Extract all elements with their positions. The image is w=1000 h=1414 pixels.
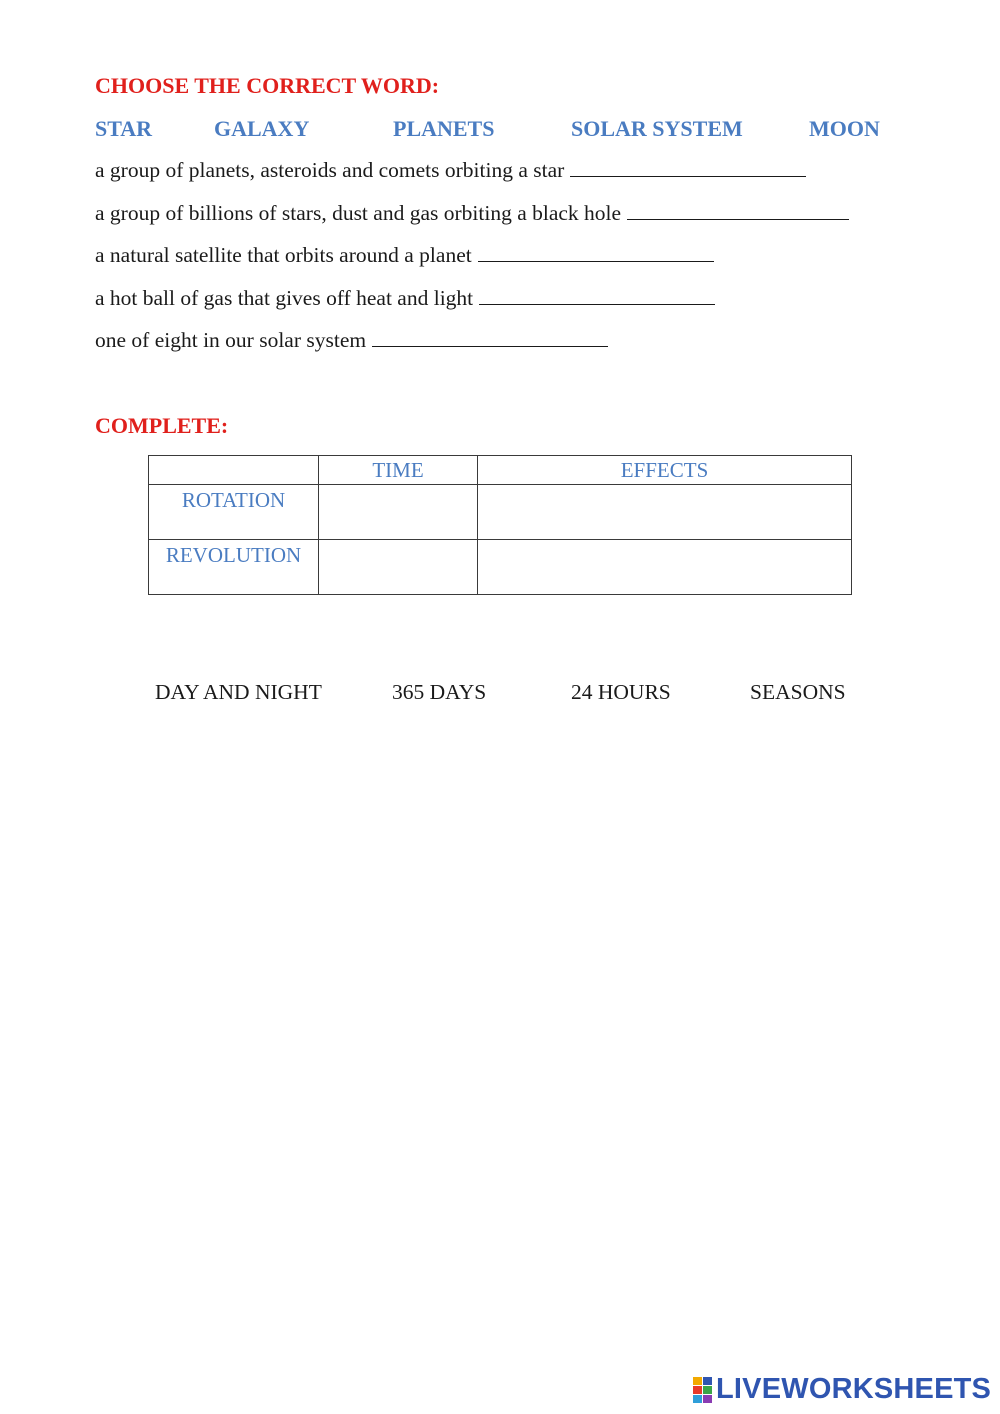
- row-label: REVOLUTION: [149, 540, 319, 595]
- question-row: [95, 158, 806, 183]
- answer-blank[interactable]: [627, 201, 849, 220]
- option-item[interactable]: SEASONS: [750, 680, 846, 704]
- answer-cell-effects[interactable]: [478, 485, 852, 540]
- row-label: ROTATION: [149, 485, 319, 540]
- answer-blank[interactable]: [570, 158, 806, 177]
- answer-blank[interactable]: [479, 286, 715, 305]
- question-text: a natural satellite that orbits around a planet: [95, 243, 472, 267]
- word-bank-item[interactable]: SOLAR SYSTEM: [571, 116, 743, 141]
- answer-blank[interactable]: [478, 243, 714, 262]
- table-row: [149, 485, 852, 540]
- table-header-cell: EFFECTS: [478, 456, 852, 485]
- word-bank-item[interactable]: PLANETS: [393, 116, 495, 141]
- section-heading-complete: COMPLETE:: [95, 413, 229, 438]
- question-row: [95, 286, 715, 311]
- word-bank-item[interactable]: STAR: [95, 116, 153, 141]
- answer-blank[interactable]: [372, 328, 608, 347]
- question-text: one of eight in our solar system: [95, 328, 367, 352]
- logo-text: LIVEWORKSHEETS: [716, 1373, 992, 1405]
- logo-blocks-icon: [693, 1377, 713, 1403]
- question-row: [95, 243, 714, 268]
- question-row: [95, 328, 608, 353]
- table-header-row: [149, 456, 852, 485]
- table-row: [149, 540, 852, 595]
- question-row: [95, 201, 849, 226]
- complete-table: [148, 455, 852, 595]
- option-item[interactable]: 24 HOURS: [571, 680, 671, 704]
- word-bank-item[interactable]: MOON: [809, 116, 880, 141]
- question-text: a group of billions of stars, dust and gas orbiting a black hole: [95, 201, 622, 225]
- question-text: a hot ball of gas that gives off heat and light: [95, 286, 474, 310]
- option-item[interactable]: 365 DAYS: [392, 680, 487, 704]
- section-heading-choose: CHOOSE THE CORRECT WORD:: [95, 73, 440, 98]
- liveworksheets-logo: [693, 1373, 991, 1406]
- table-header-cell: TIME: [319, 456, 478, 485]
- word-bank-item[interactable]: GALAXY: [214, 116, 310, 141]
- option-item[interactable]: DAY AND NIGHT: [155, 680, 322, 704]
- answer-cell-time[interactable]: [319, 485, 478, 540]
- answer-cell-effects[interactable]: [478, 540, 852, 595]
- question-text: a group of planets, asteroids and comets orbiting a star: [95, 158, 565, 182]
- answer-cell-time[interactable]: [319, 540, 478, 595]
- table-header-cell: [149, 456, 319, 485]
